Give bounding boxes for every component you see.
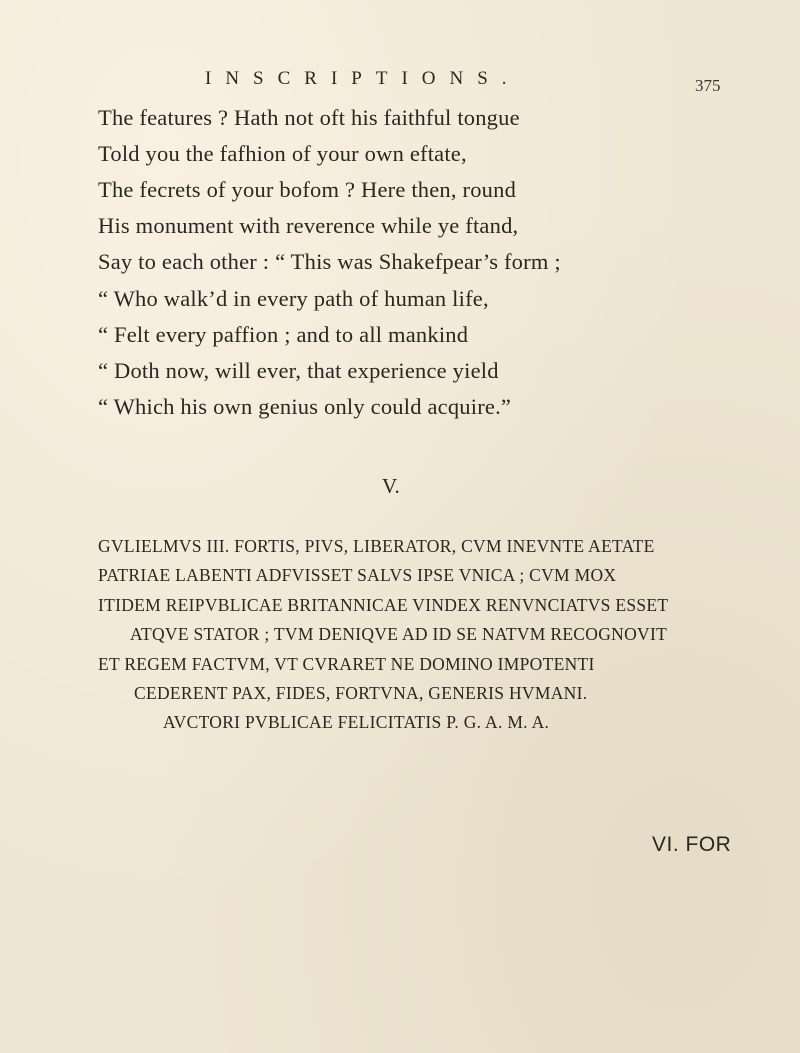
poem-line: “ Felt every paffion ; and to all mankind <box>98 322 469 347</box>
inscription-line: ATQVE STATOR ; TVM DENIQVE AD ID SE NATVM RECOGNOVIT <box>130 624 668 644</box>
poem-line: Told you the fafhion of your own eftate, <box>98 141 467 166</box>
inscription-line: ET REGEM FACTVM, VT CVRARET NE DOMINO IMPOTENTI <box>98 654 595 674</box>
poem-line: His monument with reverence while ye ftand, <box>98 213 519 238</box>
inscription-line: ITIDEM REIPVBLICAE BRITANNICAE VINDEX RENVNCIATVS ESSET <box>98 595 669 615</box>
inscription-line: AVCTORI PVBLICAE FELICITATIS P. G. A. M. A. <box>163 712 550 732</box>
inscription-line: GVLIELMVS III. FORTIS, PIVS, LIBERATOR, CVM INEVNTE AETATE <box>98 536 655 556</box>
poem-line: “ Which his own genius only could acquire.” <box>98 394 512 419</box>
running-head: INSCRIPTIONS. <box>205 68 521 89</box>
inscription-line: CEDERENT PAX, FIDES, FORTVNA, GENERIS HVMANI. <box>134 683 588 703</box>
page-number: 375 <box>695 76 721 95</box>
poem-line: The features ? Hath not oft his faithful tongue <box>98 105 520 130</box>
poem-line: Say to each other : “ This was Shakefpear’s form ; <box>98 249 561 274</box>
section-number: V. <box>382 474 400 498</box>
poem-line: “ Who walk’d in every path of human life, <box>98 286 489 311</box>
poem-line: The fecrets of your bofom ? Here then, round <box>98 177 517 202</box>
inscription-line: PATRIAE LABENTI ADFVISSET SALVS IPSE VNICA ; CVM MOX <box>98 565 617 585</box>
poem-line: “ Doth now, will ever, that experience yield <box>98 358 499 383</box>
catchword: VI. FOR <box>652 833 732 856</box>
